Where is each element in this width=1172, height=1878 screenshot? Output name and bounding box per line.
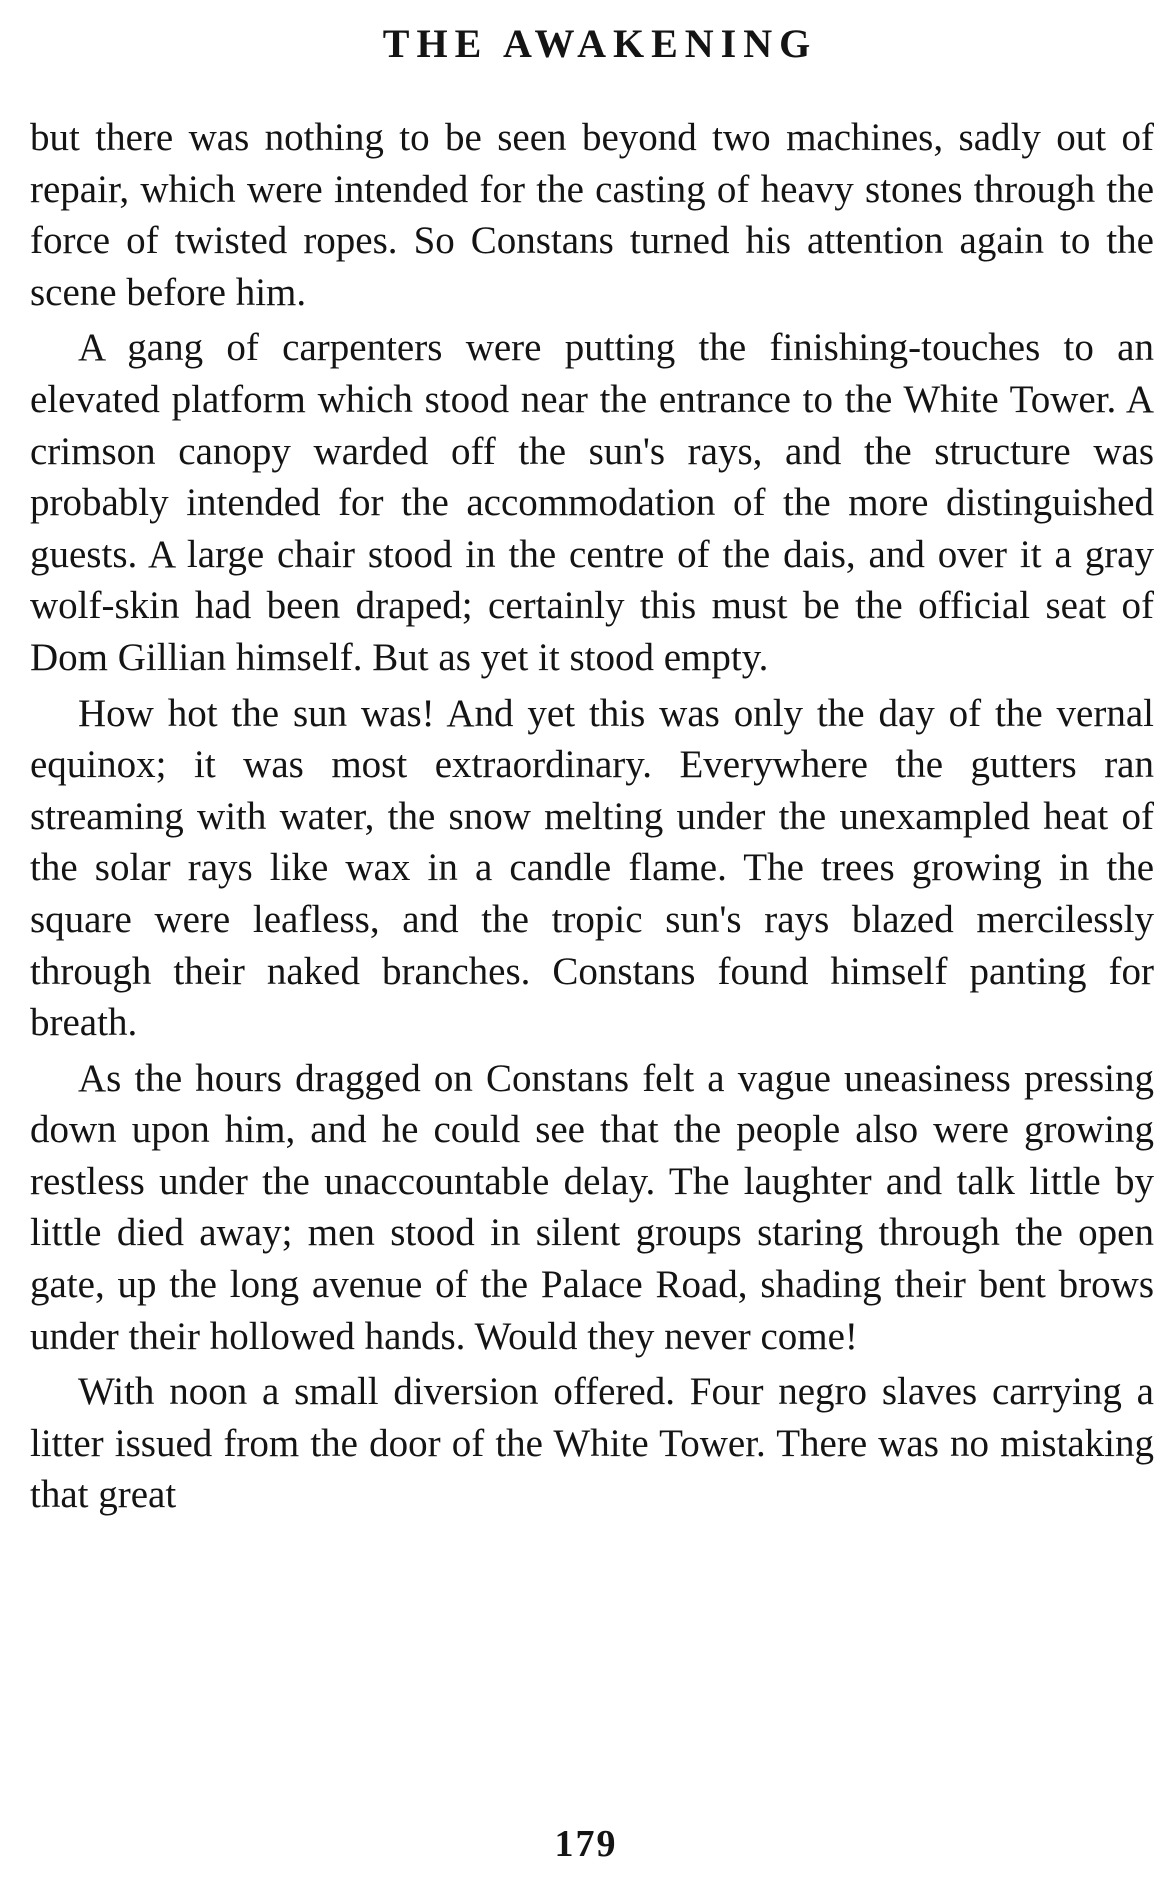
body-text: [30, 112, 1154, 1521]
running-head: THE AWAKENING: [382, 21, 818, 66]
paragraph-continued: but there was nothing to be seen beyond two machines, sadly out of repair, which were intended for the casting of heavy stones through the force of twisted ropes. So Constans turned his attention again to the scene before him.: [30, 116, 1154, 314]
paragraph-carpenters: A gang of carpenters were putting the finishing-touches to an elevated platform which stood near the entrance to the White Tower. A crimson canopy warded off the sun's rays, and the structure was probably intended for the accommodation of the more distinguished guests. A large chair stood in the centre of the dais, and over it a gray wolf-skin had been draped; certainly this must be the official seat of Dom Gillian himself. But as yet it stood empty.: [30, 326, 1154, 679]
paragraph-hot-sun: How hot the sun was! And yet this was only the day of the vernal equinox; it was most extraordinary. Everywhere the gutters ran streaming with water, the snow melting under the unexampled heat of the solar rays like wax in a candle flame. The trees growing in the square were leafless, and the tropic sun's rays blazed mercilessly through their naked branches. Constans found himself panting for breath.: [30, 691, 1154, 1045]
paragraph-noon-diversion: With noon a small diversion offered. Four negro slaves carrying a litter issued from the door of the White Tower. There was no mistaking that great: [30, 1370, 1154, 1517]
paragraph-hours-dragged: As the hours dragged on Constans felt a vague uneasiness pressing down upon him, and he could see that the people also were growing restless under the unaccountable delay. The laughter and talk little by little died away; men stood in silent groups staring through the open gate, up the long avenue of the Palace Road, shading their bent brows under their hollowed hands. Would they never come!: [30, 1056, 1154, 1358]
page-number: 179: [554, 1823, 618, 1865]
